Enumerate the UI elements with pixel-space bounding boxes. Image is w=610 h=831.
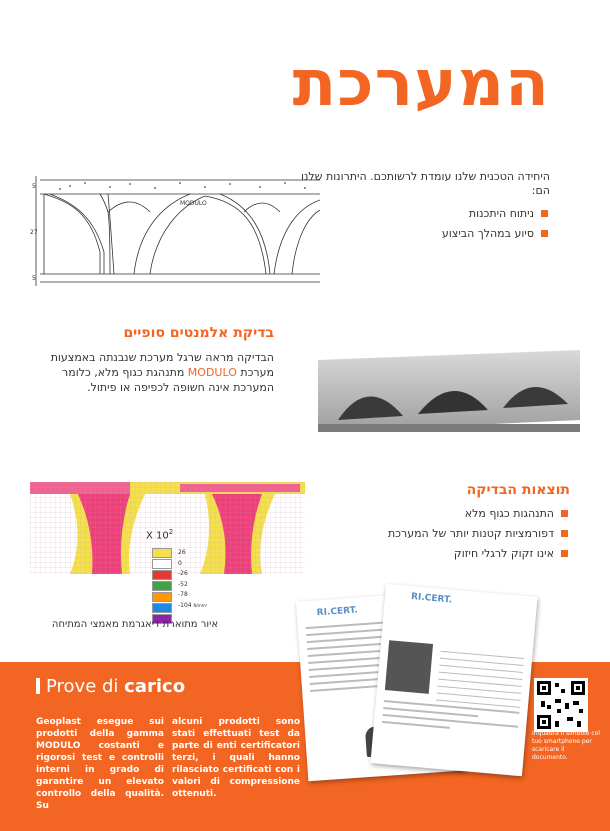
results-heading: תוצאות הבדיקה — [466, 482, 570, 498]
band-title-bold: carico — [124, 676, 186, 697]
results-bullets — [320, 504, 570, 564]
cert-logo: RI.CERT. — [316, 605, 359, 619]
legend-value: 0 — [178, 559, 182, 567]
test-heading: בדיקת אלמנטים סופיים — [123, 325, 274, 341]
legend-values — [178, 548, 207, 611]
band-col-1: Geoplast esegue sui prodotti della gamma MODULO costanti e rigorosi test e controlli interni in grado di garantire un elevato controllo della qualità. Su — [36, 717, 164, 811]
legend-value: -52 — [178, 580, 188, 588]
cert-table — [436, 645, 525, 708]
intro-bullets — [280, 204, 550, 244]
intro-block — [280, 170, 550, 244]
diagram-caption: איור מתוארת דיאגרמת מאמצי המתיחה — [51, 619, 219, 630]
legend-scale-label: X 10 — [146, 530, 169, 542]
legend-swatches — [152, 548, 172, 624]
legend-swatch — [152, 548, 172, 558]
band-title-light: Prove di — [46, 676, 119, 697]
legend-swatch — [152, 559, 172, 569]
test-paragraph — [29, 350, 274, 395]
legend-scale-exp: 2 — [168, 528, 174, 536]
title-bar — [36, 678, 40, 694]
dim-middle: 27 — [30, 229, 38, 236]
legend-swatch — [152, 603, 172, 613]
page-title: המערכת — [292, 47, 550, 121]
cross-section-drawing — [30, 172, 320, 290]
test-text-a: הבדיקה מראה שרגל מערכת שנבנתה באמצעות מערכת — [50, 351, 274, 379]
legend-value-last: -104 — [178, 601, 192, 609]
qr-code[interactable] — [534, 678, 588, 732]
band-col-2: alcuni prodotti sono stati effettuati test da parte di enti certificatori terzi, i quali hanno rilasciato certificati con i valori di compressione ottenuti. — [172, 717, 300, 799]
band-title — [36, 676, 185, 697]
legend-swatch — [152, 581, 172, 591]
list-item: ניתוח היתכנות — [280, 204, 550, 224]
brand-name: MODULO — [187, 366, 237, 379]
intro-text: היחידה הטכנית שלנו עומדת לרשותכם. היתרונות שלנו הם: — [301, 170, 550, 197]
legend-value: -26 — [178, 570, 188, 577]
concrete-slab-photo — [318, 350, 580, 432]
dim-top: 5 — [32, 183, 36, 190]
cert-logo: RI.CERT. — [410, 591, 453, 606]
list-item: דפורמציות קטנות יותר של המערכת — [320, 524, 570, 544]
legend-value: 26 — [178, 549, 186, 556]
dim-bottom: 5 — [32, 275, 36, 282]
legend-scale — [146, 528, 173, 541]
list-item: התנהגות כגוף מלא — [320, 504, 570, 524]
drawing-label: MODULO — [180, 200, 207, 207]
legend-unit: N/mm² — [193, 602, 208, 608]
legend-swatch — [152, 570, 172, 580]
qr-caption: Inquadra il simbolo col tuo smartphone per scaricare il documento. — [532, 730, 600, 761]
qr-icon — [537, 681, 585, 729]
cert-photo — [385, 640, 433, 694]
certificate-front — [370, 584, 537, 777]
legend-value: -78 — [178, 591, 188, 598]
list-item: אינו זקוק לרגלי חיזוק — [320, 544, 570, 564]
list-item: סיוע במהלך הביצוע — [280, 224, 550, 244]
legend-swatch — [152, 592, 172, 602]
legend-value — [178, 601, 207, 612]
test-text-b: מתנהגת כגוף מלא, כלומר המערכת אינה חשופה לכפיפה או פיתול. — [62, 366, 274, 394]
